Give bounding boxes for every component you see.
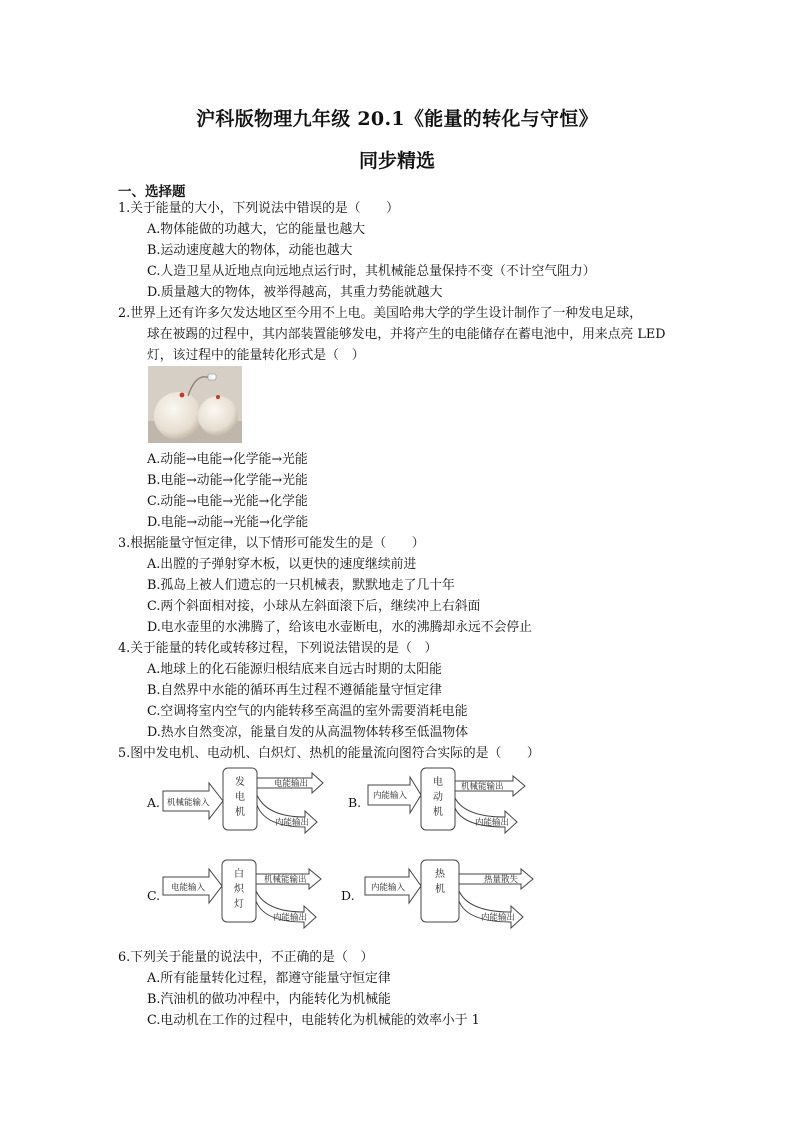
question-3-option-b: B.孤岛上被人们遗忘的一只机械表，默默地走了几十年 xyxy=(147,578,455,593)
diagram-b-output-2-label: 内能输出 xyxy=(475,818,510,828)
question-3-option-d: D.电水壶里的水沸腾了，给该电水壶断电，水的沸腾却永远不会停止 xyxy=(147,620,532,635)
question-1-option-d: D.质量越大的物体，被举得越高，其重力势能就越大 xyxy=(147,285,443,300)
diagram-b-letter: B. xyxy=(348,795,362,810)
question-1-option-b: B.运动速度越大的物体，动能也越大 xyxy=(147,243,353,258)
question-1-option-a: A.物体能做的功越大，它的能量也越大 xyxy=(147,222,366,237)
question-3-stem: 3.根据能量守恒定律，以下情形可能发生的是（ ） xyxy=(118,536,425,551)
diagram-d-box-char-2: 机 xyxy=(435,884,445,895)
diagram-d-output-2-label: 内能输出 xyxy=(481,913,516,923)
diagram-c-output-2-label: 内能输出 xyxy=(273,913,308,923)
diagram-a-output-1-label: 电能输出 xyxy=(274,779,309,789)
diagram-d-input-label: 内能输入 xyxy=(371,883,406,893)
question-6-option-a: A.所有能量转化过程，都遵守能量守恒定律 xyxy=(147,971,391,986)
diagram-c-input-label: 电能输入 xyxy=(171,883,206,893)
energy-flow-diagram-c xyxy=(147,855,332,935)
document-title: 沪科版物理九年级 20.1《能量的转化与守恒》 xyxy=(196,108,598,130)
question-2-stem-line2: 球在被踢的过程中，其内部装置能够发电，并将产生的电能储存在蓄电池中，用来点亮 LED xyxy=(147,327,666,342)
diagram-d-letter: D. xyxy=(341,888,355,903)
question-2-option-a: A.动能→电能→化学能→光能 xyxy=(147,452,308,467)
diagram-c-box-char-2: 炽 xyxy=(234,884,244,895)
question-4-option-d: D.热水自然变凉，能量自发的从高温物体转移至低温物体 xyxy=(147,725,468,740)
question-4-stem: 4.关于能量的转化或转移过程，下列说法错误的是（ ） xyxy=(118,641,438,656)
question-1-option-c: C.人造卫星从近地点向远地点运行时，其机械能总量保持不变（不计空气阻力） xyxy=(147,264,596,279)
question-2-option-c: C.动能→电能→光能→化学能 xyxy=(147,494,308,509)
question-2-stem-line3: 灯，该过程中的能量转化形式是（ ） xyxy=(147,348,365,363)
diagram-b-box-char-1: 电 xyxy=(433,777,443,788)
question-3-option-c: C.两个斜面相对接，小球从左斜面滚下后，继续冲上右斜面 xyxy=(147,599,481,614)
soccer-ball-generator-photo xyxy=(148,366,242,443)
diagram-a-box-char-1: 发 xyxy=(235,777,245,788)
diagram-d-box-char-1: 热 xyxy=(435,869,445,880)
question-4-option-c: C.空调将室内空气的内能转移至高温的室外需要消耗电能 xyxy=(147,704,468,719)
question-6-option-c: C.电动机在工作的过程中，电能转化为机械能的效率小于 1 xyxy=(147,1013,480,1028)
question-4-option-a: A.地球上的化石能源归根结底来自远古时期的太阳能 xyxy=(147,662,442,677)
question-6-option-b: B.汽油机的做功冲程中，内能转化为机械能 xyxy=(147,992,391,1007)
diagram-b-box-char-3: 机 xyxy=(433,807,443,818)
question-2-stem: 2.世界上还有许多欠发达地区至今用不上电。美国哈弗大学的学生设计制作了一种发电足球， xyxy=(118,306,643,321)
question-6-stem: 6.下列关于能量的说法中，不正确的是（ ） xyxy=(118,950,374,965)
energy-flow-diagram-b xyxy=(348,765,533,840)
diagram-c-letter: C. xyxy=(147,888,161,903)
diagram-c-output-1-label: 机械能输出 xyxy=(264,875,307,885)
question-1-stem: 1.关于能量的大小，下列说法中错误的是（ ） xyxy=(118,201,399,216)
diagram-c-box-char-3: 灯 xyxy=(234,899,244,910)
document-subtitle: 同步精选 xyxy=(358,150,435,172)
question-4-option-b: B.自然界中水能的循环再生过程不遵循能量守恒定律 xyxy=(147,683,443,698)
energy-flow-diagram-a xyxy=(147,765,332,840)
question-3-option-a: A.出膛的子弹射穿木板，以更快的速度继续前进 xyxy=(147,557,417,572)
diagram-a-letter: A. xyxy=(147,795,161,810)
diagram-d-output-1-label: 热量散失 xyxy=(484,875,519,885)
section-heading: 一、选择题 xyxy=(118,184,186,200)
diagram-c-box-char-1: 白 xyxy=(234,869,244,880)
diagram-a-output-2-label: 内能输出 xyxy=(275,818,310,828)
question-5-stem: 5.图中发电机、电动机、白炽灯、热机的能量流向图符合实际的是（ ） xyxy=(118,746,540,761)
diagram-b-output-1-label: 机械能输出 xyxy=(461,782,504,792)
diagram-a-box-char-2: 电 xyxy=(235,792,245,803)
diagram-b-input-label: 内能输入 xyxy=(373,791,408,801)
energy-flow-diagram-d xyxy=(341,855,536,935)
question-2-option-b: B.电能→动能→化学能→光能 xyxy=(147,473,308,488)
diagram-a-input-label: 机械能输入 xyxy=(167,798,210,808)
question-2-option-d: D.电能→动能→光能→化学能 xyxy=(147,515,309,530)
diagram-b-box-char-2: 动 xyxy=(433,792,443,803)
diagram-a-box-char-3: 机 xyxy=(235,807,245,818)
